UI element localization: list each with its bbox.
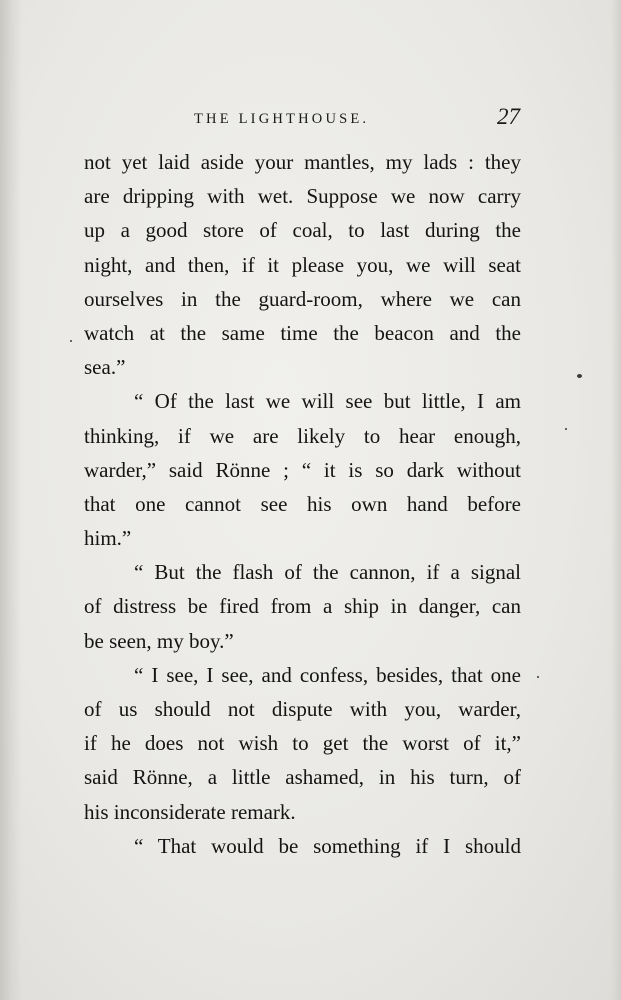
- text-line: his inconsiderate remark.: [84, 799, 296, 824]
- text-line: are dripping with wet. Suppose we now carry: [84, 184, 521, 209]
- text-line: thinking, if we are likely to hear enough,: [84, 423, 521, 448]
- text-line: that one cannot see his own hand before: [84, 491, 521, 516]
- text-line: watch at the same time the beacon and the: [84, 320, 521, 345]
- text-line: ourselves in the guard-room, where we can: [84, 286, 521, 311]
- running-title: THE LIGHTHOUSE.: [194, 111, 370, 127]
- page-edge-shadow: [611, 0, 621, 1000]
- text-line: “ I see, I see, and confess, besides, that one: [134, 662, 521, 687]
- text-line: “ But the flash of the cannon, if a signal: [134, 560, 521, 585]
- text-line: sea.”: [84, 355, 126, 380]
- text-line: of distress be fired from a ship in danger, can: [84, 594, 521, 619]
- text-line: said Rönne, a little ashamed, in his turn, of: [84, 765, 521, 790]
- text-line: of us should not dispute with you, warder,: [84, 697, 521, 721]
- text-line: up a good store of coal, to last during the: [84, 218, 521, 243]
- page-header: [84, 104, 520, 134]
- text-line: “ Of the last we will see but little, I am: [134, 389, 521, 414]
- ink-speck: [70, 340, 72, 342]
- text-line: night, and then, if it please you, we will seat: [84, 252, 521, 277]
- text-line: if he does not wish to get the worst of it,”: [84, 731, 521, 756]
- body-text: [84, 145, 521, 863]
- text-line: him.”: [84, 526, 132, 551]
- ink-speck: [565, 428, 567, 430]
- ink-speck: [577, 374, 582, 378]
- text-line: be seen, my boy.”: [84, 628, 234, 653]
- text-line: not yet laid aside your mantles, my lads : they: [84, 150, 521, 174]
- text-line: “ That would be something if I should: [134, 833, 521, 858]
- ink-speck: [537, 676, 539, 678]
- spine-shadow: [0, 0, 22, 1000]
- page-number: 27: [497, 104, 520, 129]
- text-line: warder,” said Rönne ; “ it is so dark without: [84, 457, 521, 482]
